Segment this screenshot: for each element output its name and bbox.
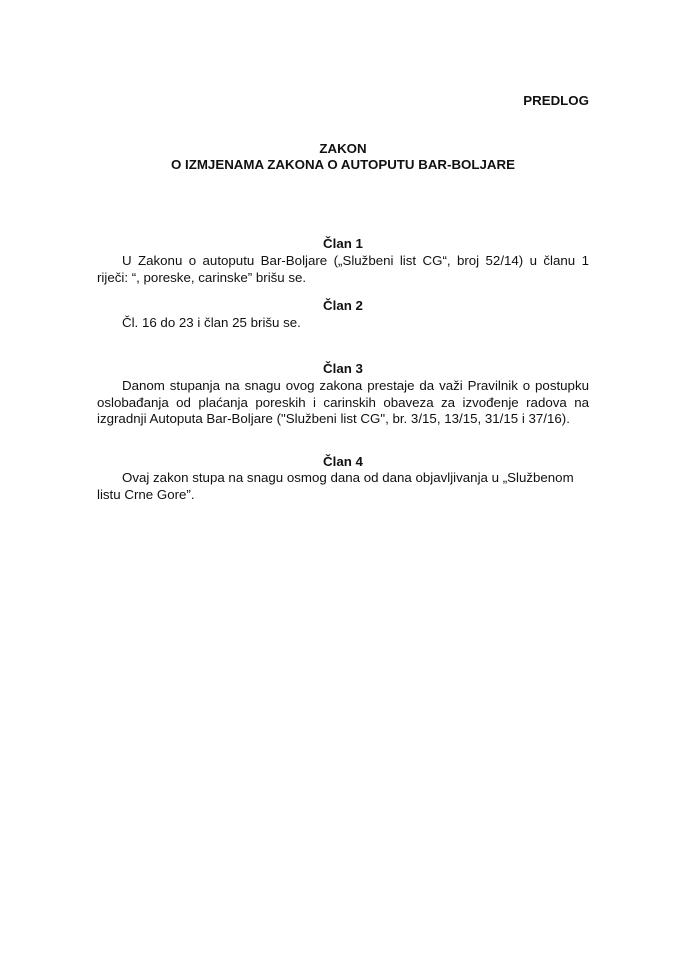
article-4-body	[97, 470, 589, 503]
document-title	[97, 141, 589, 173]
article-2-body	[97, 315, 589, 332]
article-1-line-2: riječi: “, poreske, carinske” brišu se.	[97, 269, 307, 285]
article-4-line-2: listu Crne Gore”.	[97, 486, 195, 502]
article-4-heading: Član 4	[323, 454, 363, 469]
article-1-line-1: U Zakonu o autoputu Bar-Boljare („Službeni list CG“, broj 52/14) u članu 1	[122, 253, 589, 268]
article-3-line-3: izgradnji Autoputa Bar-Boljare ("Službeni list CG", br. 3/15, 13/15, 31/15 i 37/16).	[97, 411, 570, 426]
title-line-2: O IZMJENAMA ZAKONA O AUTOPUTU BAR-BOLJARE	[171, 157, 515, 172]
article-4-line-1: Ovaj zakon stupa na snagu osmog dana od dana objavljivanja u „Službenom	[122, 470, 574, 485]
article-2-line-1: Čl. 16 do 23 i član 25 brišu se.	[122, 315, 301, 330]
article-3-heading: Član 3	[323, 361, 363, 376]
article-1-body	[97, 253, 589, 286]
document-status-label: PREDLOG	[523, 93, 589, 108]
article-2-heading: Član 2	[323, 298, 363, 313]
article-3-line-1: Danom stupanja na snagu ovog zakona prestaje da važi Pravilnik o postupku	[122, 378, 589, 393]
article-3-body	[97, 378, 589, 428]
title-line-1: ZAKON	[319, 141, 367, 156]
article-3-line-2: oslobađanja od plaćanja poreskih i carinskih obaveza za izvođenje radova na	[97, 394, 589, 410]
article-1-heading: Član 1	[323, 236, 363, 251]
